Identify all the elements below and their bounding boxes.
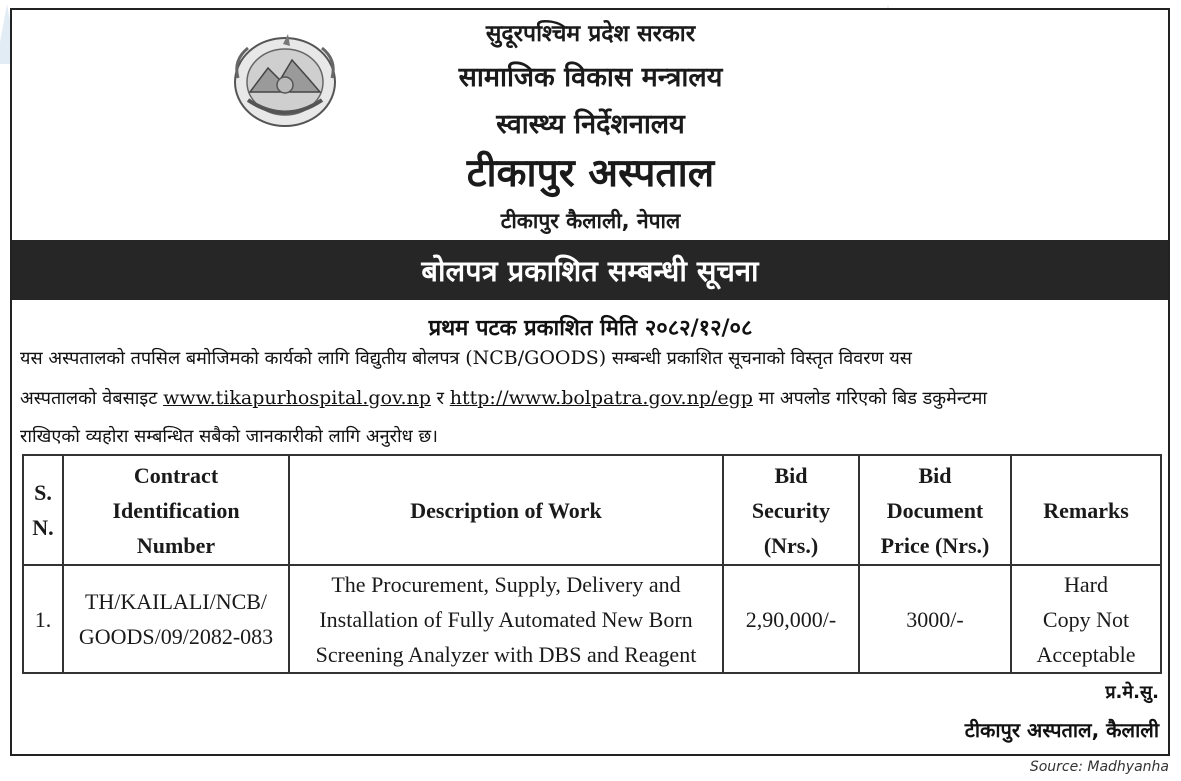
cell-document-price: 3000/- <box>859 565 1011 673</box>
body-line-2-b: र <box>430 388 450 409</box>
header-security-line: Security <box>751 497 831 523</box>
body-line-2-a: अस्पतालको वेबसाइट <box>20 388 164 409</box>
source-credit: Source: Madhyanha <box>1029 759 1169 775</box>
header-document-price <box>859 455 1011 565</box>
procurement-type: (NCB/GOODS) <box>465 347 607 369</box>
table-header-row <box>23 455 1161 565</box>
header-remarks-line: Remarks <box>1043 497 1129 523</box>
cell-contract-line: GOODS/09/2082-083 <box>78 624 274 649</box>
header-contract-line: Contract <box>133 462 219 488</box>
signatory-office: टीकापुर अस्पताल, कैलाली <box>964 718 1159 742</box>
notice-title-banner <box>12 240 1168 300</box>
cell-description-line: Screening Analyzer with DBS and Reagent <box>315 641 697 667</box>
header-bid-security <box>723 455 859 565</box>
header-price-line: Bid <box>918 462 952 488</box>
first-published-date: प्रथम पटक प्रकाशित मिति २०८२/१२/०८ <box>428 316 753 341</box>
bid-table <box>22 454 1162 674</box>
hospital-name: टीकापुर अस्पताल <box>466 151 715 196</box>
bolpatra-portal-link[interactable]: http://www.bolpatra.gov.np/egp <box>449 387 753 409</box>
body-line-1-c: सम्बन्धी प्रकाशित सूचनाको विस्तृत विवरण यस <box>606 348 912 369</box>
header-price-line: Document <box>886 497 984 523</box>
ministry-name: सामाजिक विकास मन्त्रालय <box>458 62 723 93</box>
cell-contract-line: TH/KAILALI/NCB/ <box>84 589 268 614</box>
body-line-2-c: मा अपलोड गरिएको बिड डकुमेन्टमा <box>752 388 987 409</box>
notice-title: बोलपत्र प्रकाशित सम्बन्धी सूचना <box>421 253 759 288</box>
header-description-line: Description of Work <box>410 497 602 523</box>
hospital-address: टीकापुर कैलाली, नेपाल <box>500 209 681 233</box>
cell-bid-security: 2,90,000/- <box>723 565 859 673</box>
cell-remarks-line: Acceptable <box>1036 641 1136 667</box>
header-description <box>289 455 723 565</box>
cell-sn: 1. <box>23 565 63 673</box>
header-security-line: Bid <box>774 462 808 488</box>
cell-description-line: Installation of Fully Automated New Born <box>319 606 693 632</box>
header-sn-line: S. <box>34 480 52 505</box>
hospital-website-link[interactable]: www.tikapurhospital.gov.np <box>163 387 431 409</box>
cell-remarks-line: Hard <box>1064 571 1108 597</box>
directorate-name: स्वास्थ्य निर्देशनालय <box>496 109 685 140</box>
header-sn-line: N. <box>32 515 54 540</box>
cell-contract-id <box>63 565 289 673</box>
header-contract-line: Identification <box>112 497 240 523</box>
cell-description <box>289 565 723 673</box>
cell-description-line: The Procurement, Supply, Delivery and <box>331 571 681 597</box>
body-line-1-a: यस अस्पतालको तपसिल बमोजिमको कार्यको लागि विद्युतीय बोलपत्र <box>20 348 466 369</box>
table-row <box>23 565 1161 673</box>
cell-remarks-line: Copy Not <box>1042 606 1130 632</box>
header-contract-id <box>63 455 289 565</box>
header-remarks <box>1011 455 1161 565</box>
header-sn <box>23 455 63 565</box>
body-line-2 <box>20 386 1160 410</box>
body-line-1 <box>20 346 1160 370</box>
government-name: सुदूरपश्चिम प्रदेश सरकार <box>485 21 696 47</box>
signatory-title: प्र.मे.सु. <box>1105 682 1159 703</box>
body-line-3: राखिएको व्यहोरा सम्बन्धित सबैको जानकारीको लागि अनुरोध छ। <box>20 426 438 447</box>
header-price-line: Price (Nrs.) <box>880 532 990 558</box>
header-security-line: (Nrs.) <box>763 532 819 558</box>
cell-remarks <box>1011 565 1161 673</box>
header-contract-line: Number <box>136 532 216 558</box>
